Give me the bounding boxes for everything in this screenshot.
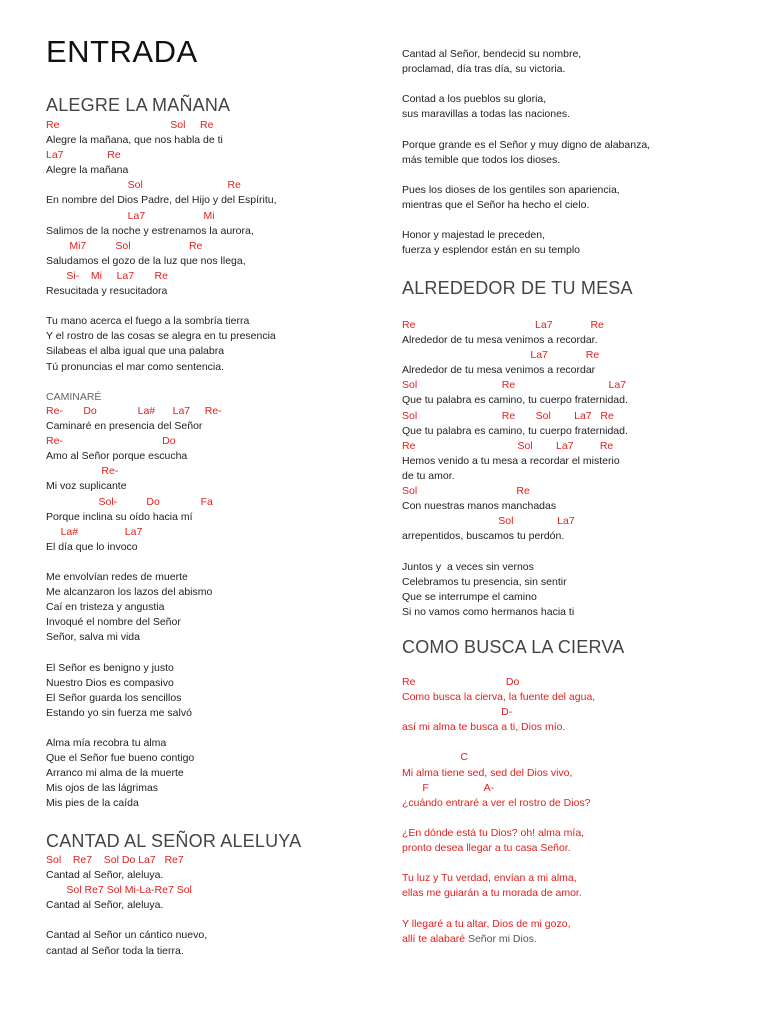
lyric-line: Porque inclina su oído hacia mí (46, 510, 193, 523)
lyric-line: Alrededor de tu mesa venimos a recordar. (402, 334, 598, 347)
chord-line: Tu luz y Tu verdad, envían a mi alma, (402, 872, 577, 885)
chord-line: Mi alma tiene sed, sed del Dios vivo, (402, 766, 573, 779)
chord-line: Re Sol Re (46, 119, 214, 131)
lyric-line: Mis ojos de las lágrimas (46, 782, 159, 795)
blank-line (402, 735, 595, 750)
lyric-line: de tu amor. (402, 469, 455, 482)
lyric-line: arrepentidos, buscamos tu perdón. (402, 530, 565, 543)
chord-line: Re- Do (46, 435, 176, 448)
lyric-line: Que el Señor fue bueno contigo (46, 752, 195, 765)
lyric-line: Cantad al Señor un cántico nuevo, (46, 929, 208, 942)
lyric-line: Honor y majestad le preceden, (402, 229, 545, 242)
song-alrededor-lyrics (402, 318, 628, 620)
lyric-line: Me alcanzaron los lazos del abismo (46, 586, 213, 599)
lyric-line: más temible que todos los dioses. (402, 153, 561, 166)
lyric-line: Señor, salva mi vida (46, 631, 140, 644)
blank-line (46, 721, 222, 736)
chord-line: Sol Re7 Sol Mi-La-Re7 Sol (46, 884, 192, 897)
lyric-line: Saludamos el gozo de la luz que nos llega, (46, 254, 246, 267)
lyric-line: Arranco mi alma de la muerte (46, 767, 184, 780)
lyric-line: sus maravillas a todas las naciones. (402, 108, 571, 121)
chord-line: Sol Re (402, 485, 530, 498)
lyric-line: Estando yo sin fuerza me salvó (46, 706, 192, 719)
chord-line: La7 Re (46, 149, 121, 162)
lyric-line: Invoqué el nombre del Señor (46, 616, 181, 629)
lyric-line: Que tu palabra es camino, tu cuerpo fraternidad. (402, 394, 628, 407)
blank-line (46, 913, 207, 928)
chord-line: Sol- Do Fa (46, 495, 213, 508)
lyric-line: Mi voz suplicante (46, 480, 127, 493)
chord-line: Sol Re Sol La7 Re (402, 409, 614, 422)
chord-line: Si- Mi La7 Re (46, 269, 168, 282)
section-title-cierva: COMO BUSCA LA CIERVA (402, 637, 625, 657)
lyric-line: fuerza y esplendor están en su templo (402, 244, 581, 257)
chord-line: ¿cuándo entraré a ver el rostro de Dios? (402, 796, 591, 809)
lyric-line: Alegre la mañana (46, 164, 129, 177)
lyric-line: Nuestro Dios es compasivo (46, 676, 174, 689)
chord-line: Como busca la cierva, la fuente del agua, (402, 691, 596, 704)
lyric-final-red: allí te alabaré (402, 932, 468, 945)
chord-line: F A- (402, 781, 495, 794)
lyric-line: cantad al Señor toda la tierra. (46, 944, 184, 957)
lyric-line: El Señor guarda los sencillos (46, 691, 182, 704)
lyric-line: Resucitada y resucitadora (46, 285, 168, 298)
lyric-line: Salimos de la noche y estrenamos la aurora, (46, 224, 254, 237)
section-title-alrededor: ALREDEDOR DE TU MESA (402, 278, 633, 298)
lyric-line: Tu mano acerca el fuego a la sombría tierra (46, 315, 250, 328)
lyric-line: Amo al Señor porque escucha (46, 450, 188, 463)
blank-line (402, 168, 650, 183)
lyric-line: Cantad al Señor, bendecid su nombre, (402, 48, 582, 60)
section-title-alegre: ALEGRE LA MAÑANA (46, 95, 231, 115)
chord-line: así mi alma te busca a ti, Dios mío. (402, 721, 566, 734)
chord-line: Y llegaré a tu altar, Dios de mi gozo, (402, 917, 571, 930)
chord-line: Re- Do La# La7 Re- (46, 405, 222, 417)
chord-line: Mi7 Sol Re (46, 239, 203, 252)
blank-line (402, 122, 650, 137)
lyric-line: Me envolvían redes de muerte (46, 571, 188, 584)
lyric-line: Alma mía recobra tu alma (46, 737, 167, 750)
chord-line: La7 Mi (46, 209, 215, 222)
chord-line: C (402, 751, 468, 764)
lyric-line: mientras que el Señor ha hecho el cielo. (402, 198, 590, 211)
chord-line: D- (402, 706, 513, 719)
blank-line (402, 544, 628, 559)
chord-line: La7 Re (402, 349, 600, 362)
lyric-line: Tú pronuncias el mar como sentencia. (46, 360, 225, 373)
section-subtitle-caminare: CAMINARÉ (46, 391, 102, 403)
song-cierva-lines (402, 675, 595, 932)
blank-line (46, 555, 222, 570)
lyric-line: Caí en tristeza y angustia (46, 601, 165, 614)
chord-line: Re La7 Re (402, 319, 604, 331)
lyric-line: Si no vamos como hermanos hacia ti (402, 605, 575, 618)
blank-line (402, 213, 650, 228)
lyric-line: Celebramos tu presencia, sin sentir (402, 575, 567, 588)
lyric-line-final (402, 932, 595, 947)
lyric-line: Mis pies de la caída (46, 797, 139, 810)
chord-line: Re Do (402, 676, 520, 688)
chord-line: Re Sol La7 Re (402, 439, 614, 452)
song-caminare-lyrics (46, 404, 222, 812)
lyric-line: Que tu palabra es camino, tu cuerpo fraternidad. (402, 424, 628, 437)
chord-line: Sol Re7 Sol Do La7 Re7 (46, 854, 184, 866)
blank-line (402, 856, 595, 871)
lyric-line: Y el rostro de las cosas se alegra en tu presencia (46, 330, 276, 343)
blank-line (402, 901, 595, 916)
page-title: ENTRADA (46, 34, 198, 69)
lyric-line: Alegre la mañana, que nos habla de ti (46, 134, 223, 147)
section-title-cantad: CANTAD AL SEÑOR ALELUYA (46, 831, 302, 851)
chord-line: La# La7 (46, 525, 143, 538)
blank-line (402, 77, 650, 92)
lyric-line: Cantad al Señor, aleluya. (46, 899, 164, 912)
lyric-line: El Señor es benigno y justo (46, 661, 174, 674)
blank-line (46, 646, 222, 661)
chord-line: Sol Re (46, 179, 241, 192)
lyric-line: En nombre del Dios Padre, del Hijo y del Espíritu, (46, 194, 277, 207)
lyric-line: Hemos venido a tu mesa a recordar el misterio (402, 454, 620, 467)
blank-line (46, 299, 277, 314)
song-alegre-lyrics (46, 118, 277, 375)
lyric-final-grey: Señor mi Dios. (467, 932, 537, 945)
lyric-line: Caminaré en presencia del Señor (46, 420, 203, 433)
lyric-line: Pues los dioses de los gentiles son apariencia, (402, 183, 620, 196)
chord-line: ¿En dónde está tu Dios? oh! alma mía, (402, 826, 585, 839)
song-cantad-continued-lyrics (402, 47, 650, 258)
lyric-line: Cantad al Señor, aleluya. (46, 869, 164, 882)
lyric-line: Alrededor de tu mesa venimos a recordar (402, 364, 596, 377)
lyric-line: Con nuestras manos manchadas (402, 500, 557, 513)
lyric-line: El día que lo invoco (46, 540, 138, 553)
blank-line (402, 811, 595, 826)
lyric-line: Silabeas el alba igual que una palabra (46, 345, 225, 358)
lyric-line: Contad a los pueblos su gloria, (402, 93, 547, 106)
lyric-line: Juntos y a veces sin vernos (402, 560, 534, 573)
chord-line: ellas me guiarán a tu morada de amor. (402, 887, 582, 900)
song-cantad-lyrics (46, 853, 207, 959)
chord-line: Re- (46, 465, 119, 478)
lyric-line: Porque grande es el Señor y muy digno de alabanza, (402, 138, 651, 151)
chord-line: Sol La7 (402, 515, 575, 528)
lyric-line: proclamad, día tras día, su victoria. (402, 63, 566, 76)
chord-line: pronto desea llegar a tu casa Señor. (402, 842, 571, 855)
song-cierva-lyrics (402, 675, 595, 947)
chord-line: Sol Re La7 (402, 379, 627, 392)
lyric-line: Que se interrumpe el camino (402, 590, 537, 603)
